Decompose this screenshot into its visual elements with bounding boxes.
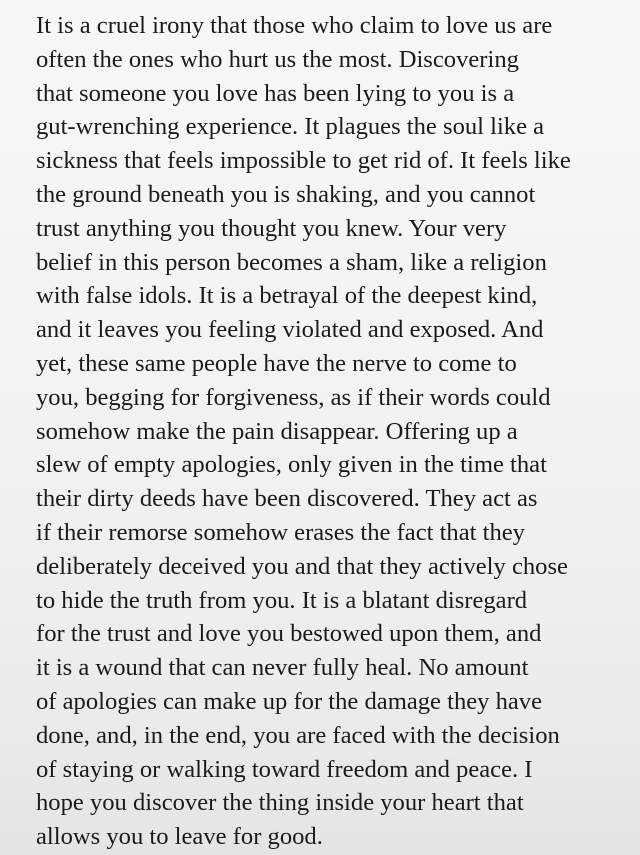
paragraph-line: with false idols. It is a betrayal of the deepest kind,: [36, 282, 538, 310]
paragraph-line: belief in this person becomes a sham, like a religion: [36, 248, 547, 276]
body-paragraph: [36, 9, 640, 854]
paragraph-line: to hide the truth from you. It is a blatant disregard: [36, 586, 528, 614]
paragraph-line: of staying or walking toward freedom and peace. I: [36, 755, 533, 783]
paragraph-line: the ground beneath you is shaking, and you cannot: [36, 180, 536, 208]
paragraph-line: done, and, in the end, you are faced with the decision: [36, 721, 560, 749]
paragraph-line: deliberately deceived you and that they actively chose: [36, 552, 568, 580]
paragraph-line: that someone you love has been lying to you is a: [36, 79, 515, 107]
paragraph-line: for the trust and love you bestowed upon them, and: [36, 620, 542, 648]
paragraph-line: trust anything you thought you knew. Your very: [36, 214, 507, 242]
paragraph-line: it is a wound that can never fully heal. No amount: [36, 654, 529, 682]
paragraph-line: if their remorse somehow erases the fact that they: [36, 518, 525, 546]
paragraph-line: allows you to leave for good.: [36, 823, 323, 851]
paragraph-line: and it leaves you feeling violated and exposed. And: [36, 316, 544, 344]
paragraph-line: you, begging for forgiveness, as if their words could: [36, 383, 551, 411]
paragraph-line: slew of empty apologies, only given in the time that: [36, 451, 547, 479]
paragraph-line: hope you discover the thing inside your heart that: [36, 789, 524, 817]
paragraph-line: somehow make the pain disappear. Offering up a: [36, 417, 518, 445]
paragraph-line: their dirty deeds have been discovered. They act as: [36, 485, 538, 513]
paragraph-line: yet, these same people have the nerve to come to: [36, 349, 517, 377]
paragraph-line: gut-wrenching experience. It plagues the soul like a: [36, 113, 545, 141]
paragraph-line: often the ones who hurt us the most. Discovering: [36, 45, 519, 73]
paragraph-line: sickness that feels impossible to get rid of. It feels like: [36, 147, 571, 175]
paragraph-line: It is a cruel irony that those who claim to love us are: [36, 12, 553, 39]
paragraph-line: of apologies can make up for the damage they have: [36, 687, 543, 715]
